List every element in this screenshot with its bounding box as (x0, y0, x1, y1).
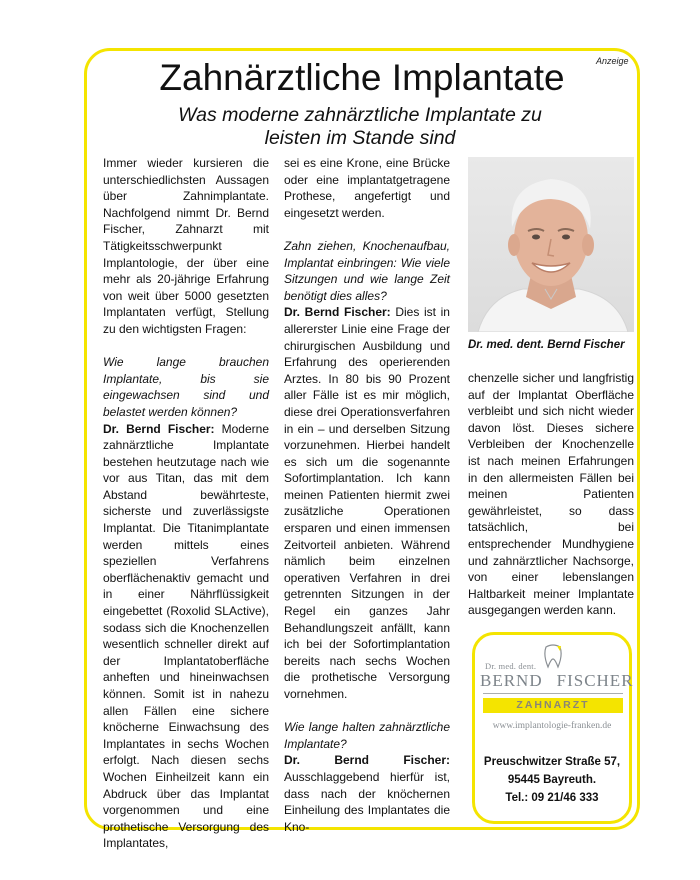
answer-1-speaker: Dr. Bernd Fischer: (103, 421, 215, 436)
logo-title: Dr. med. dent. (485, 661, 537, 671)
anzeige-label: Anzeige (596, 56, 629, 66)
answer-2-speaker: Dr. Bernd Fischer: (284, 305, 391, 320)
answer-3 (284, 752, 450, 835)
answer-2 (284, 304, 450, 702)
answer-1-text: Moderne zahnärztliche Implantate bestehen heutzutage nach wie vor aus Titan, das mit dem Abstand bewährteste, sicherste und zuverlässigste Implantat. Die Titanimplantate werden mittels eines speziellen Verfahrens oberflächenaktiv gemacht und in einer Nährflüssigkeit eingebettet (Roxolid SLActive), sodass sich die Knochenzellen wesentlich schneller direkt auf der Implantatoberfläche anheften und hineinwachsen können. Somit ist in nahezu allen Fällen eine sichere knöcherne Einwachsung des Implantates in sechs Wochen erfolgt. Nach diesen sechs Wochen Einheilzeit kann ein Abdruck über das Implantat vorgenommen und eine prothetische Versorgung des Implantates, (103, 421, 269, 851)
answer-2-text: Dies ist in allererster Linie eine Frage der chirurgischen Ausbildung und Erfahrung des operierenden Arztes. In 80 bis 90 Prozent aller Fälle ist es mir möglich, diese drei Operationsverfahren in ein – und derselben Sitzung vorzunehmen. Hierbei handelt es sich um die sogenannte Sofortimplantation. Ich kann meinen Patienten hiermit zwei zusätzliche Operationen ersparen und einen immensen Zeitvorteil anbieten. Während nämlich beim einzelnen operativen Verfahren in drei getrennten Sitzungen in der Regel ein ganzes Jahr Behandlungszeit anfällt, kann ich bei der Sofortimplantation bereits nach sechs Wochen die prothetische Versorgung vornehmen. (284, 305, 450, 701)
question-1: Wie lange brauchen Implantate, bis sie eingewachsen sind und belastet werden können? (103, 355, 269, 419)
article-column-1 (103, 155, 269, 852)
answer-3-speaker: Dr. Bernd Fischer: (284, 753, 450, 768)
subheadline-line-2: leisten im Stande sind (264, 127, 456, 149)
answer-3-text: Ausschlaggebend hierfür ist, dass nach der knöchernen Einheilung des Implantates die Kno- (284, 769, 450, 834)
address-city: 95445 Bayreuth. (507, 774, 597, 786)
answer-3-continued: chenzelle sicher und langfristig auf der Implantat Oberfläche verbleibt und sich nicht wieder davon löst. Dieses sichere Verbleiben der Knochenzelle ist nach meinen Erfahrungen in den allermeisten Fällen bei meinen Patienten gewährleistet, so dass tatsächlich, bei entsprechender Mundhygiene und zahnärztlicher Nachsorge, von einer lebenslangen Haltbarkeit meiner Implantate ausgegangen werden kann. (468, 371, 634, 618)
portrait-photo (468, 157, 634, 332)
question-3: Wie lange halten zahnärztliche Implantate? (284, 720, 450, 751)
address-street: Preuschwitzer Straße 57, (483, 756, 621, 768)
practice-contact-box (472, 632, 632, 824)
address-block (475, 753, 629, 807)
headline: Zahnärztliche Implantate (159, 57, 565, 98)
subheadline-line-1: Was moderne zahnärztliche Implantate zu (178, 104, 542, 126)
logo-first-name: BERND (480, 671, 543, 690)
photo-caption: Dr. med. dent. Bernd Fischer (468, 339, 625, 351)
answer-1 (103, 421, 269, 852)
logo-name (480, 671, 634, 691)
intro-paragraph: Immer wieder kursieren die unterschiedlichsten Aussagen über Zahnimplantate. Nachfolgend nimmt Dr. Bernd Fischer, Zahnarzt mit Tätigkeitsschwerpunkt Implantologie, der über eine mehr als 20-jährige Erfahrung von weit über 5000 gesetzten Implantaten verfügt, Stellung zu den wichtigsten Fragen: (103, 156, 269, 336)
logo-divider (483, 693, 623, 694)
subheadline (120, 104, 600, 150)
article-column-3 (468, 370, 634, 619)
address-phone: Tel.: 09 21/46 333 (505, 792, 599, 804)
tooth-icon (543, 643, 563, 674)
logo-profession-bar: ZAHNARZT (483, 698, 623, 713)
portrait-illustration (468, 157, 634, 332)
question-2: Zahn ziehen, Knochenaufbau, Implantat einbringen: Wie viele Sitzungen und wie lange Zeit benötigt dies alles? (284, 238, 450, 303)
article-column-2 (284, 155, 450, 835)
website-url: www.implantologie-franken.de (492, 721, 612, 731)
answer-1-continued: sei es eine Krone, eine Brücke oder eine implantatgetragene Prothese, angefertigt und eingesetzt werden. (284, 156, 450, 220)
logo-last-name: FISCHER (556, 671, 634, 690)
